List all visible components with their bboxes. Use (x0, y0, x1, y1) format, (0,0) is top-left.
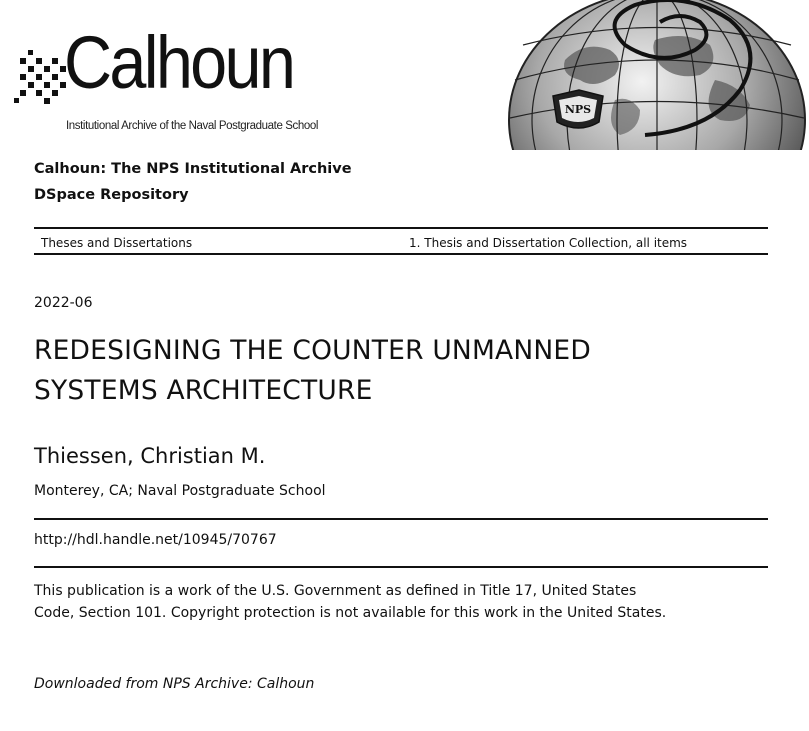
divider (34, 253, 768, 255)
divider (34, 566, 768, 568)
svg-text:NPS: NPS (564, 103, 592, 116)
download-source: Downloaded from NPS Archive: Calhoun (34, 676, 315, 692)
handle-link[interactable]: http://hdl.handle.net/10945/70767 (34, 532, 277, 548)
archive-name: Calhoun: The NPS Institutional Archive (34, 161, 352, 177)
rights-statement: This publication is a work of the U.S. Government as defined in Title 17, United States Code, Section 101. Copyright protection is not available for this work in the United States. (34, 583, 667, 621)
publication-date: 2022-06 (34, 295, 93, 311)
breadcrumb-collection[interactable]: Theses and Dissertations (41, 236, 193, 250)
globe-icon (505, 0, 809, 150)
author-name: Thiessen, Christian M. (34, 444, 266, 468)
globe-illustration (505, 0, 809, 150)
divider (34, 518, 768, 520)
nps-seal-icon (553, 90, 603, 128)
repository-name: DSpace Repository (34, 187, 189, 203)
calhoun-logo (14, 21, 324, 143)
divider (34, 227, 768, 229)
logo-tagline: Institutional Archive of the Naval Postgraduate School (66, 120, 319, 132)
document-title: REDESIGNING THE COUNTER UNMANNED SYSTEMS ARCHITECTURE (34, 335, 591, 406)
logo-wordmark: Calhoun (64, 21, 294, 104)
breadcrumb-subcollection[interactable]: 1. Thesis and Dissertation Collection, all items (409, 236, 688, 250)
publisher: Monterey, CA; Naval Postgraduate School (34, 483, 326, 499)
